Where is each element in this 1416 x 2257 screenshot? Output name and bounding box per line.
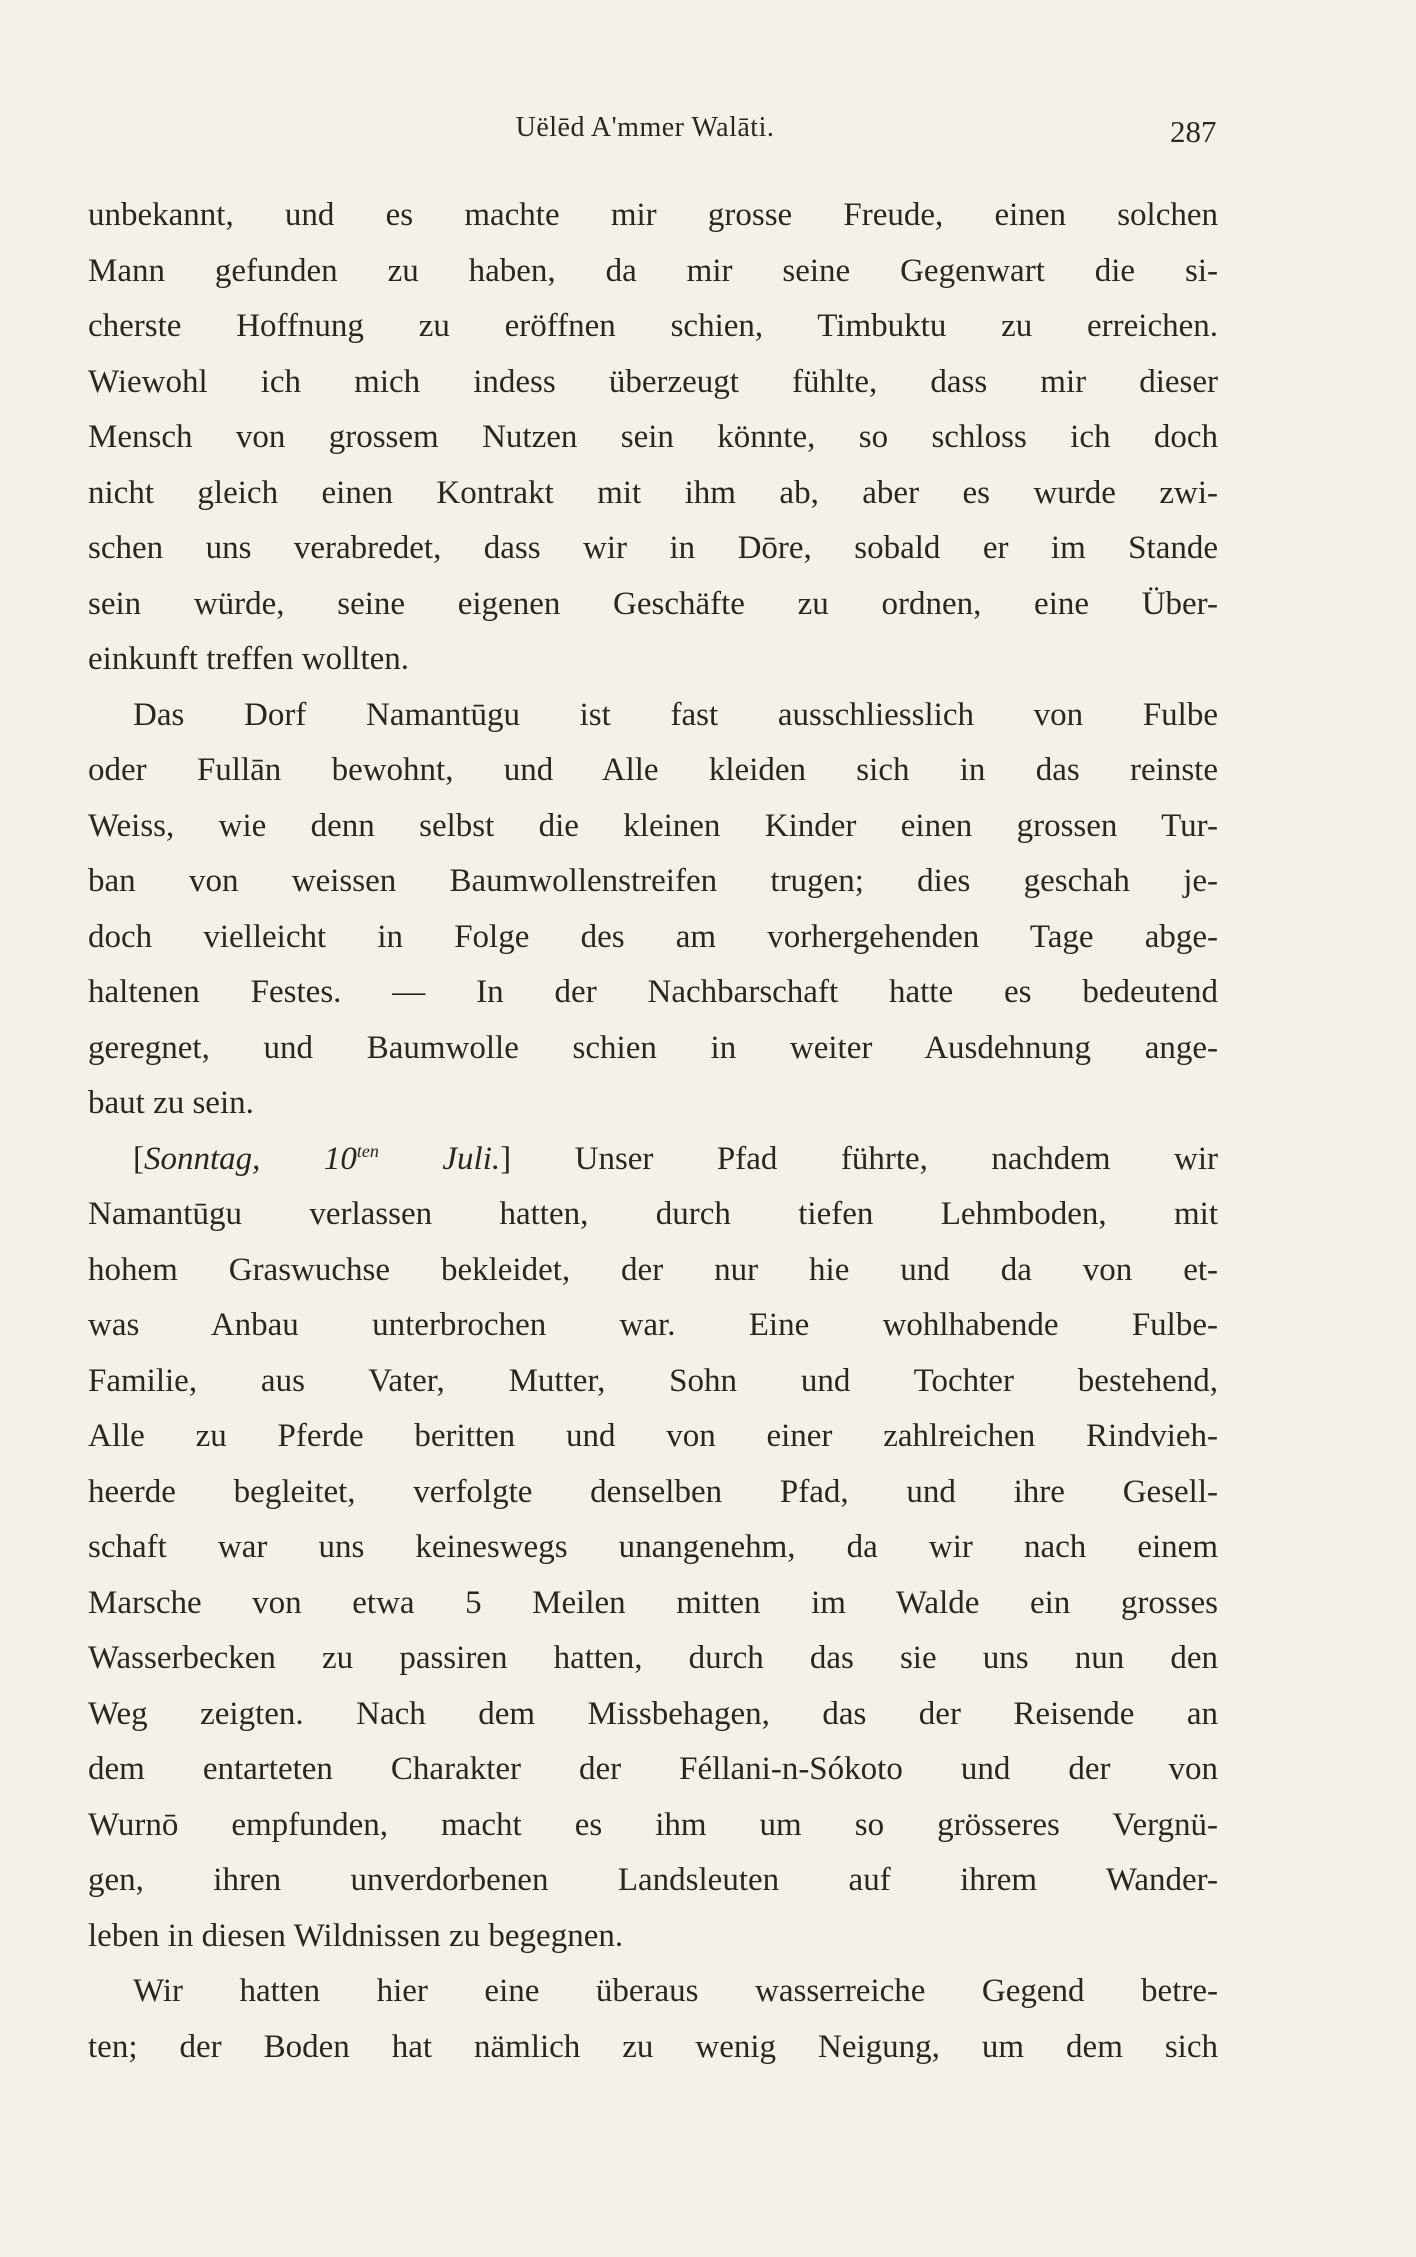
text-line: schaft war uns keineswegs unangenehm, da wir nach einem (88, 1529, 1218, 1565)
text-line: Familie, aus Vater, Mutter, Sohn und Tochter bestehend, (88, 1362, 1218, 1399)
text-line: doch vielleicht in Folge des am vorhergehenden Tage abge- (88, 918, 1218, 955)
text-line: ban von weissen Baumwollenstreifen trugen; dies geschah je- (88, 863, 1218, 899)
dateline-rest: Unser Pfad führte, nachdem wir (511, 1140, 1218, 1177)
text-line: unbekannt, und es machte mir grosse Freude, einen solchen (88, 197, 1218, 233)
text-line: Marsche von etwa 5 Meilen mitten im Walde ein grosses (88, 1584, 1218, 1621)
text-line: Namantūgu verlassen hatten, durch tiefen Lehmboden, mit (88, 1196, 1218, 1232)
running-head (0, 112, 1416, 152)
text-line: nicht gleich einen Kontrakt mit ihm ab, aber es wurde zwi- (88, 474, 1218, 511)
text-line: baut zu sein. (88, 1085, 254, 1121)
text-line: Mann gefunden zu haben, da mir seine Gegenwart die si- (88, 252, 1218, 289)
dateline-superscript: ten (356, 1140, 379, 1161)
page-number: 287 (1170, 114, 1217, 149)
text-line: was Anbau unterbrochen war. Eine wohlhabende Fulbe- (88, 1307, 1218, 1343)
text-line: Das Dorf Namantūgu ist fast ausschliesslich von Fulbe (133, 696, 1218, 733)
text-line: dem entarteten Charakter der Féllani-n-Sókoto und der von (88, 1751, 1218, 1787)
running-head-title: Uëlēd A'mmer Walāti. (515, 112, 775, 143)
text-line: Weg zeigten. Nach dem Missbehagen, das der Reisende an (88, 1695, 1218, 1732)
body-text (88, 188, 1218, 2075)
text-line: haltenen Festes. — In der Nachbarschaft hatte es bedeutend (88, 974, 1218, 1010)
text-line: einkunft treffen wollten. (88, 641, 410, 677)
text-line: ten; der Boden hat nämlich zu wenig Neigung, um dem sich (88, 2028, 1218, 2065)
text-line: cherste Hoffnung zu eröffnen schien, Timbuktu zu erreichen. (88, 308, 1218, 344)
text-line: Wurnō empfunden, macht es ihm um so grösseres Vergnü- (88, 1806, 1218, 1843)
text-line: gen, ihren unverdorbenen Landsleuten auf ihrem Wander- (88, 1862, 1218, 1898)
text-line: Wiewohl ich mich indess überzeugt fühlte, dass mir dieser (88, 363, 1218, 400)
dateline (88, 1132, 1218, 1188)
text-line: oder Fullān bewohnt, und Alle kleiden sich in das reinste (88, 752, 1218, 788)
dateline-close-bracket: ] (500, 1140, 512, 1177)
text-line: Mensch von grossem Nutzen sein könnte, so schloss ich doch (88, 419, 1218, 455)
text-line: Wir hatten hier eine überaus wasserreiche Gegend betre- (133, 1973, 1218, 2009)
text-line: Alle zu Pferde beritten und von einer zahlreichen Rindvieh- (88, 1418, 1218, 1454)
dateline-day: Sonntag, 10 (144, 1140, 357, 1177)
text-line: schen uns verabredet, dass wir in Dōre, sobald er im Stande (88, 530, 1218, 566)
text-line: heerde begleitet, verfolgte denselben Pfad, und ihre Gesell- (88, 1473, 1218, 1510)
text-line: Wasserbecken zu passiren hatten, durch das sie uns nun den (88, 1640, 1218, 1676)
dateline-open-bracket: [ (133, 1140, 144, 1177)
text-line: Weiss, wie denn selbst die kleinen Kinder einen grossen Tur- (88, 807, 1218, 844)
dateline-month: Juli. (378, 1140, 501, 1177)
text-line: geregnet, und Baumwolle schien in weiter Ausdehnung ange- (88, 1029, 1218, 1066)
text-line: sein würde, seine eigenen Geschäfte zu ordnen, eine Über- (88, 585, 1218, 622)
text-line: leben in diesen Wildnissen zu begegnen. (88, 1917, 624, 1954)
text-line: hohem Graswuchse bekleidet, der nur hie und da von et- (88, 1251, 1218, 1288)
